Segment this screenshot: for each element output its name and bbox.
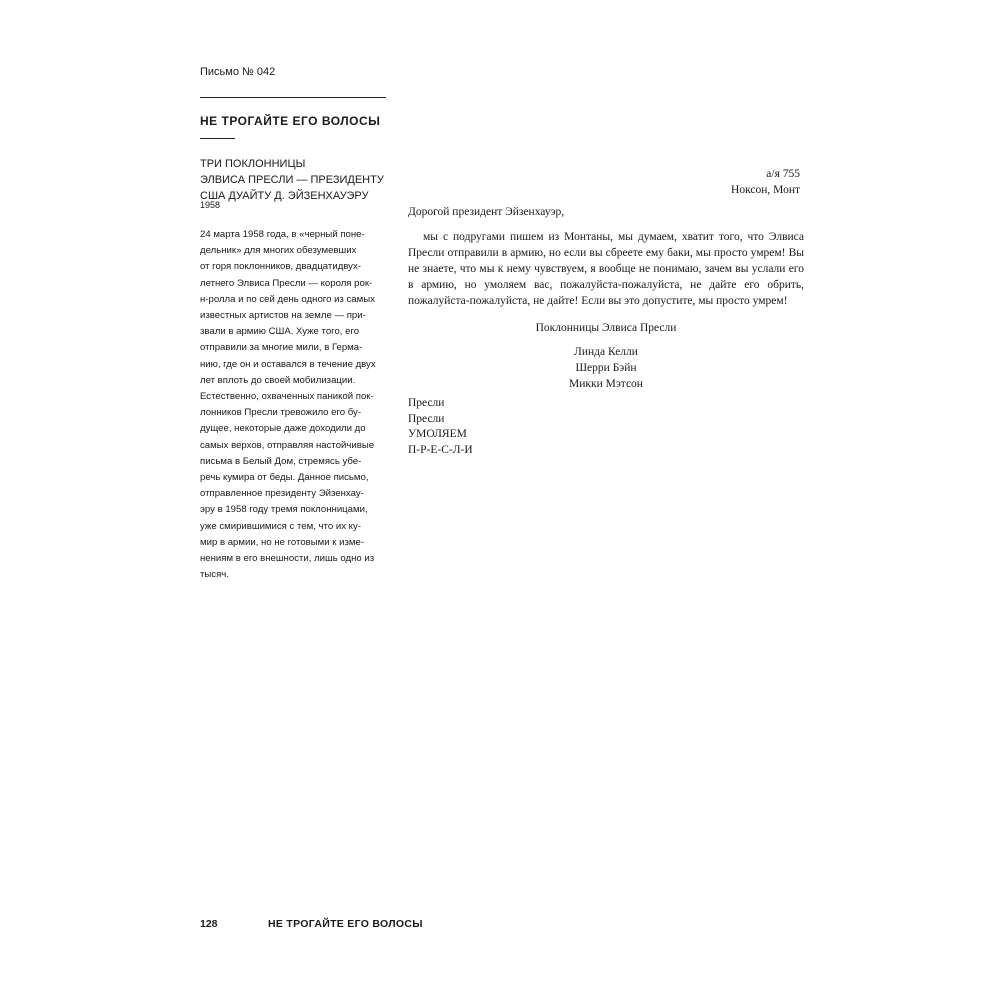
intro-line: известных артистов на земле — при- bbox=[200, 310, 366, 322]
intro-text bbox=[200, 227, 387, 583]
letter-authors bbox=[200, 156, 384, 204]
intro-line: нию, где он и оставался в течение двух bbox=[200, 358, 376, 370]
letter-salutation: Дорогой президент Эйзенхауэр, bbox=[408, 206, 565, 218]
intro-line: письма в Белый Дом, стремясь убе- bbox=[200, 455, 362, 467]
intro-line: н-ролла и по сей день одного из самых bbox=[200, 293, 375, 305]
letter-closing: Поклонницы Элвиса Пресли bbox=[535, 322, 677, 334]
page-number: 128 bbox=[200, 918, 218, 930]
intro-line: лет вплоть до своей мобилизации. bbox=[200, 374, 356, 386]
intro-line: Естественно, охваченных паникой пок- bbox=[200, 391, 374, 403]
intro-line: 24 марта 1958 года, в «черный поне- bbox=[200, 229, 365, 240]
postscript-line: УМОЛЯЕМ bbox=[408, 428, 467, 440]
authors-line: США ДУАЙТУ Д. ЭЙЗЕНХАУЭРУ bbox=[200, 190, 369, 202]
running-title: НЕ ТРОГАЙТЕ ЕГО ВОЛОСЫ bbox=[268, 918, 423, 930]
short-divider bbox=[200, 138, 235, 139]
intro-line: звали в армию США. Хуже того, его bbox=[200, 326, 360, 338]
intro-line: нениям в его внешности, лишь одно из bbox=[200, 553, 375, 565]
signature-name: Микки Мэтсон bbox=[569, 378, 643, 390]
letter-body: мы с подругами пишем из Монтаны, мы думаем, хватит того, что Элвиса Пресли отправили в армию, но если вы сбреете ему баки, мы просто умрем! Вы не знаете, что мы к нему чувствуем, я вообще не понимаю, зачем вы услали его в армию, но умоляем вас, пожалуйста-пожалуйста, не дайте его обрить, пожалуйста-пожалуйста, не дайте! Если вы это допустите, мы просто умрем! bbox=[408, 231, 804, 307]
intro-line: эру в 1958 году тремя поклонницами, bbox=[200, 504, 368, 516]
intro-line: от горя поклонников, двадцатидвух- bbox=[200, 261, 361, 273]
signature-name: Шерри Бэйн bbox=[575, 362, 637, 374]
intro-line: самых верхов, отправляя настойчивые bbox=[200, 439, 375, 451]
postscript-line: Пресли bbox=[408, 397, 445, 409]
sender-address bbox=[600, 166, 800, 198]
postscript-line: Пресли bbox=[408, 412, 445, 425]
signature-name: Линда Келли bbox=[574, 346, 638, 358]
intro-line: речь кумира от беды. Данное письмо, bbox=[200, 472, 369, 484]
intro-line: дущее, некоторые даже доходили до bbox=[200, 423, 366, 435]
intro-line: дельник» для многих обезумевших bbox=[200, 245, 357, 257]
letter-number: Письмо № 042 bbox=[200, 66, 276, 78]
intro-line: лонников Пресли тревожило его бу- bbox=[200, 407, 362, 419]
postscript-line: П-Р-Е-С-Л-И bbox=[408, 443, 473, 456]
authors-line: ТРИ ПОКЛОННИЦЫ bbox=[200, 158, 306, 170]
intro-line: отправили за многие мили, в Герма- bbox=[200, 342, 363, 354]
authors-line: ЭЛВИСА ПРЕСЛИ — ПРЕЗИДЕНТУ bbox=[200, 174, 384, 186]
intro-line: уже смирившимися с тем, что их ку- bbox=[200, 520, 361, 532]
letter-postscript bbox=[408, 396, 473, 458]
chapter-title: НЕ ТРОГАЙТЕ ЕГО ВОЛОСЫ bbox=[200, 114, 381, 128]
top-divider bbox=[200, 97, 386, 98]
address-line: а/я 755 bbox=[766, 168, 800, 180]
intro-line: мир в армии, но не готовыми к изме- bbox=[200, 536, 365, 548]
letter-signatures bbox=[408, 344, 804, 392]
intro-line: тысяч. bbox=[200, 569, 229, 581]
letter-year: 1958 bbox=[200, 200, 221, 210]
intro-line: отправленное президенту Эйзенхау- bbox=[200, 488, 364, 500]
intro-line: летнего Элвиса Пресли — короля рок- bbox=[200, 277, 373, 289]
address-line: Ноксон, Монт bbox=[731, 184, 800, 196]
